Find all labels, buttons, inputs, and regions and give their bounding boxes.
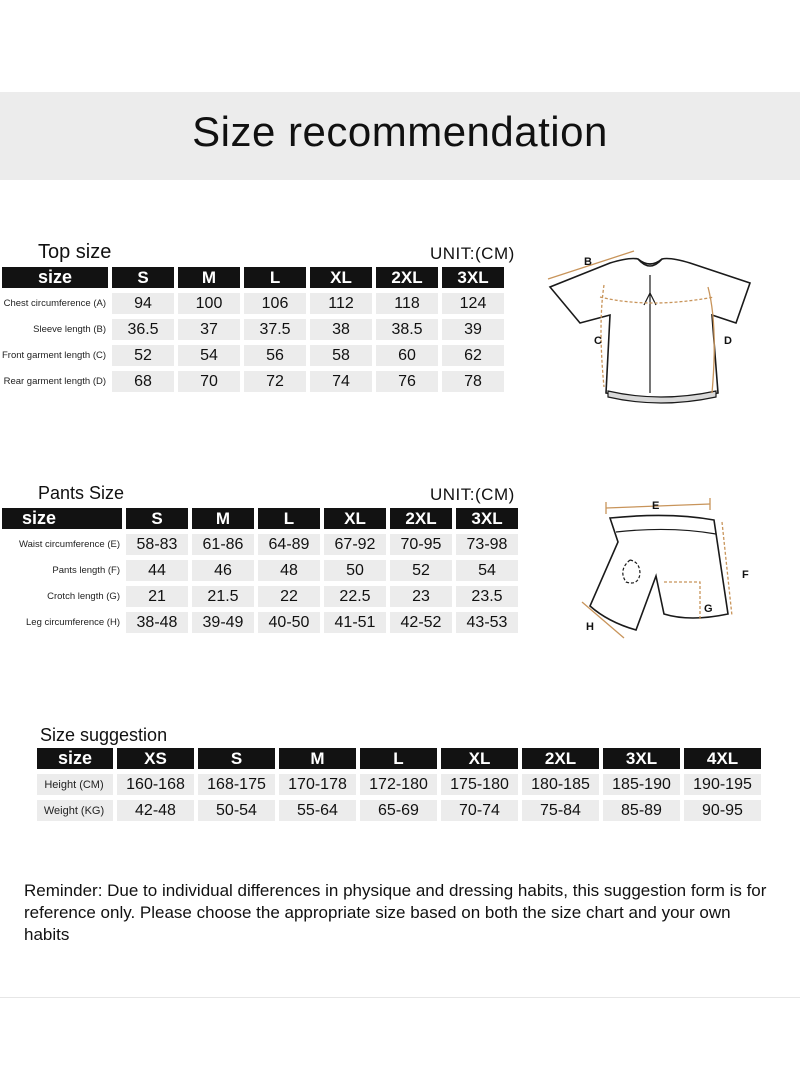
table-cell: 37: [178, 319, 240, 340]
row-label: Weight (KG): [37, 800, 113, 821]
size-col-header: XL: [324, 508, 386, 529]
table-cell: 185-190: [603, 774, 680, 795]
row-label: Pants length (F): [52, 565, 120, 576]
table-cell: 38: [310, 319, 372, 340]
size-col-header: 3XL: [442, 267, 504, 288]
table-cell: 50-54: [198, 800, 275, 821]
table-cell: 78: [442, 371, 504, 392]
table-cell: 23: [390, 586, 452, 607]
table-cell: 48: [258, 560, 320, 581]
size-col-header: XL: [441, 748, 518, 769]
table-cell: 180-185: [522, 774, 599, 795]
top-size-table: [0, 262, 508, 397]
table-cell: 46: [192, 560, 254, 581]
page-title: Size recommendation: [192, 108, 608, 155]
table-row: [2, 319, 504, 340]
table-cell: 70-95: [390, 534, 452, 555]
table-cell: 43-53: [456, 612, 518, 633]
table-cell: 52: [390, 560, 452, 581]
table-row: [2, 371, 504, 392]
table-cell: 65-69: [360, 800, 437, 821]
diagram-label-f: F: [742, 569, 749, 581]
table-cell: 54: [178, 345, 240, 366]
row-label: Sleeve length (B): [33, 324, 107, 335]
table-cell: 44: [126, 560, 188, 581]
size-col-header: 3XL: [456, 508, 518, 529]
table-cell: 41-51: [324, 612, 386, 633]
diagram-label-b: B: [584, 256, 592, 268]
row-label: Height (CM): [37, 774, 113, 795]
size-col-header: S: [198, 748, 275, 769]
table-cell: 36.5: [112, 319, 174, 340]
size-suggestion-table: [33, 743, 765, 826]
table-cell: 38-48: [126, 612, 188, 633]
table-cell: 50: [324, 560, 386, 581]
table-cell: 68: [112, 371, 174, 392]
top-size-title: Top size: [38, 241, 112, 263]
reminder-note: Reminder: Due to individual differences in physique and dressing habits, this suggestion form is for reference only. Please choose the appropriate size based on both the size chart and your own habits: [24, 881, 767, 944]
table-cell: 175-180: [441, 774, 518, 795]
size-col-header: M: [192, 508, 254, 529]
divider: [0, 997, 800, 998]
table-cell: 42-48: [117, 800, 194, 821]
table-cell: 22.5: [324, 586, 386, 607]
table-cell: 72: [244, 371, 306, 392]
table-cell: 61-86: [192, 534, 254, 555]
jersey-diagram: [540, 245, 760, 415]
table-cell: 54: [456, 560, 518, 581]
table-cell: 170-178: [279, 774, 356, 795]
diagram-label-c: C: [594, 335, 602, 347]
table-cell: 76: [376, 371, 438, 392]
table-cell: 160-168: [117, 774, 194, 795]
table-cell: 100: [178, 293, 240, 314]
table-cell: 37.5: [244, 319, 306, 340]
shorts-diagram: [560, 490, 760, 640]
table-row: [2, 612, 518, 633]
table-cell: 39: [442, 319, 504, 340]
size-header: size: [2, 267, 108, 288]
size-col-header: L: [258, 508, 320, 529]
row-label: Waist circumference (E): [19, 539, 120, 550]
size-suggestion-title: Size suggestion: [40, 725, 168, 745]
table-cell: 23.5: [456, 586, 518, 607]
table-header-row: [2, 267, 504, 288]
size-col-header: S: [112, 267, 174, 288]
size-col-header: M: [178, 267, 240, 288]
table-cell: 40-50: [258, 612, 320, 633]
size-col-header: 2XL: [376, 267, 438, 288]
diagram-label-h: H: [586, 621, 594, 633]
table-cell: 67-92: [324, 534, 386, 555]
row-label: Chest circumference (A): [3, 298, 107, 309]
table-row: [2, 293, 504, 314]
table-cell: 55-64: [279, 800, 356, 821]
table-cell: 168-175: [198, 774, 275, 795]
table-header-row: [2, 508, 518, 529]
size-col-header: L: [360, 748, 437, 769]
size-col-header: 4XL: [684, 748, 761, 769]
table-cell: 70-74: [441, 800, 518, 821]
size-col-header: 3XL: [603, 748, 680, 769]
row-label: Crotch length (G): [47, 591, 120, 602]
table-cell: 58: [310, 345, 372, 366]
table-cell: 90-95: [684, 800, 761, 821]
table-header-row: [37, 748, 761, 769]
table-cell: 112: [310, 293, 372, 314]
title-banner: [0, 92, 800, 180]
table-row: [2, 560, 518, 581]
table-cell: 60: [376, 345, 438, 366]
size-col-header: XS: [117, 748, 194, 769]
row-label: Front garment length (C): [2, 350, 107, 361]
pants-size-title: Pants Size: [38, 483, 125, 503]
table-cell: 118: [376, 293, 438, 314]
table-cell: 58-83: [126, 534, 188, 555]
table-cell: 74: [310, 371, 372, 392]
size-header: size: [2, 508, 122, 529]
size-col-header: L: [244, 267, 306, 288]
table-cell: 75-84: [522, 800, 599, 821]
table-cell: 190-195: [684, 774, 761, 795]
table-cell: 21: [126, 586, 188, 607]
table-cell: 73-98: [456, 534, 518, 555]
table-cell: 21.5: [192, 586, 254, 607]
table-cell: 42-52: [390, 612, 452, 633]
table-cell: 39-49: [192, 612, 254, 633]
table-cell: 22: [258, 586, 320, 607]
size-col-header: 2XL: [522, 748, 599, 769]
table-cell: 172-180: [360, 774, 437, 795]
table-cell: 52: [112, 345, 174, 366]
pants-size-table: [0, 503, 522, 638]
table-row: [2, 345, 504, 366]
table-row: [37, 800, 761, 821]
table-cell: 94: [112, 293, 174, 314]
table-cell: 106: [244, 293, 306, 314]
diagram-label-g: G: [704, 603, 713, 615]
top-size-unit: UNIT:(CM): [430, 244, 515, 263]
table-row: [2, 534, 518, 555]
diagram-label-e: E: [652, 500, 660, 512]
row-label: Rear garment length (D): [3, 376, 107, 387]
table-cell: 64-89: [258, 534, 320, 555]
table-cell: 38.5: [376, 319, 438, 340]
size-col-header: M: [279, 748, 356, 769]
pants-size-unit: UNIT:(CM): [430, 485, 515, 504]
table-row: [37, 774, 761, 795]
size-col-header: XL: [310, 267, 372, 288]
table-cell: 70: [178, 371, 240, 392]
table-cell: 124: [442, 293, 504, 314]
table-cell: 56: [244, 345, 306, 366]
size-header: size: [37, 748, 113, 769]
row-label: Leg circumference (H): [26, 617, 120, 628]
diagram-label-d: D: [724, 335, 732, 347]
size-col-header: 2XL: [390, 508, 452, 529]
table-row: [2, 586, 518, 607]
size-col-header: S: [126, 508, 188, 529]
table-cell: 85-89: [603, 800, 680, 821]
table-cell: 62: [442, 345, 504, 366]
